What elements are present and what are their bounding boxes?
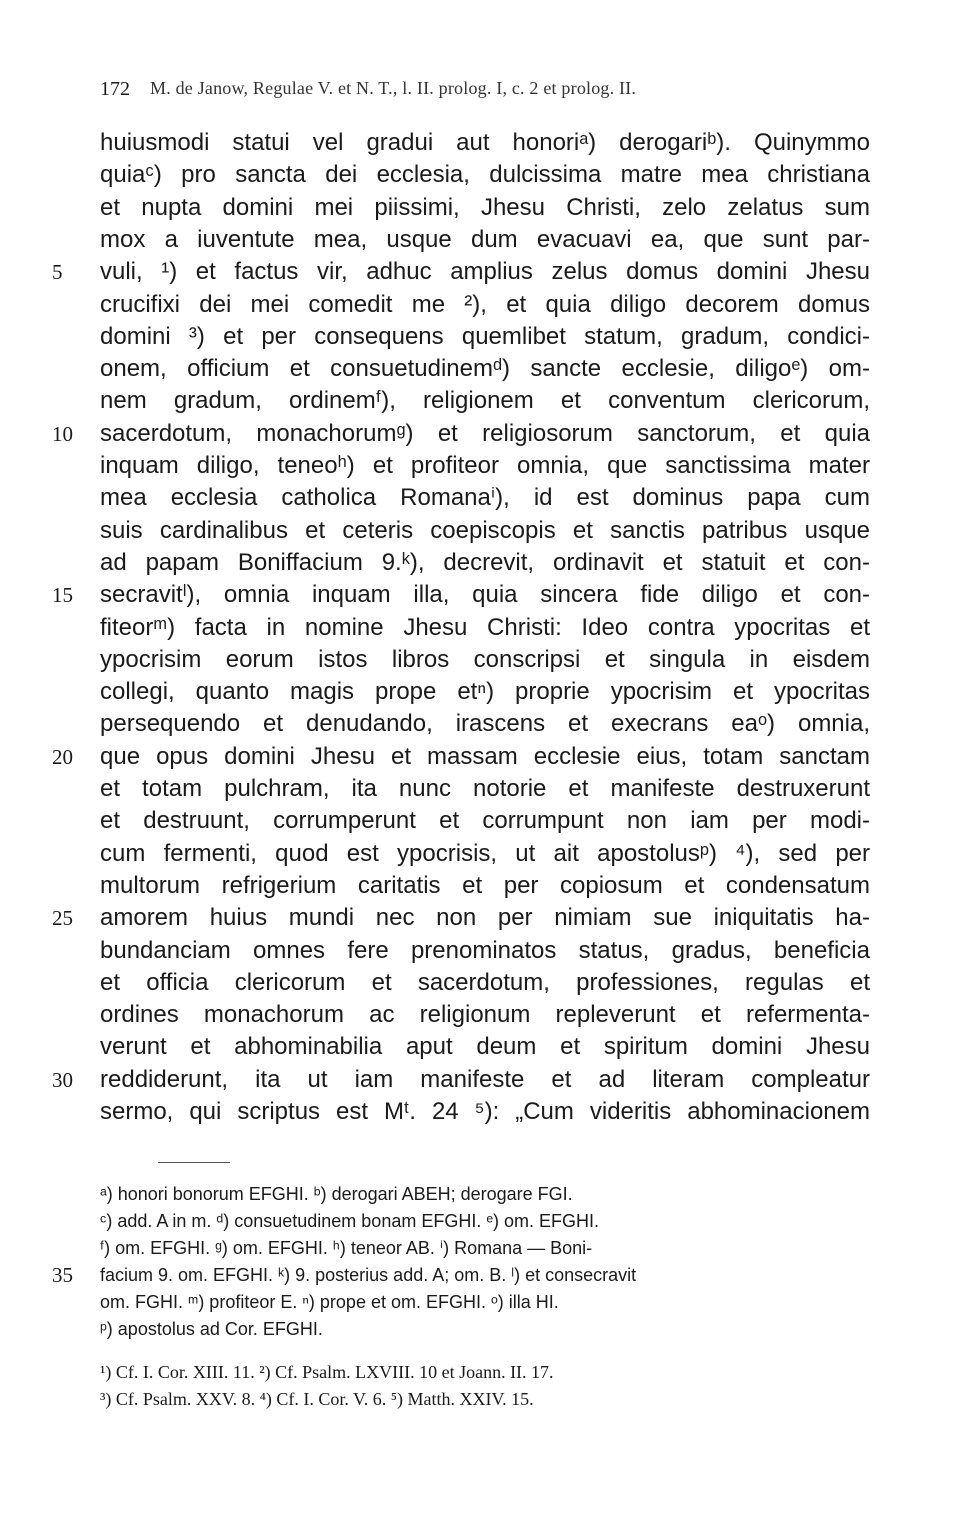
text-line: que opus domini Jhesu et massam ecclesie eius, totam sanctam — [100, 742, 870, 770]
text-line: et nupta domini mei piissimi, Jhesu Christi, zelo zelatus sum — [100, 193, 870, 221]
line-number: 10 — [52, 421, 73, 446]
text-line: sermo, qui scriptus est Mᵗ. 24 ⁵): „Cum videritis abhominacionem — [100, 1098, 870, 1125]
text-line: et totam pulchram, ita nunc notorie et manifeste destruxerunt — [100, 775, 870, 802]
page-number: 172 — [100, 78, 130, 100]
footnote-rule — [158, 1162, 230, 1163]
text-line: ordines monachorum ac religionum repleverunt et refermenta- — [100, 1001, 870, 1029]
source-note-line: ³) Cf. Psalm. XXV. 8. ⁴) Cf. I. Cor. V. 6. ⁵) Matth. XXIV. 15. — [100, 1389, 534, 1409]
line-number: 20 — [52, 744, 73, 769]
line-number: 5 — [52, 260, 63, 285]
text-line: huiusmodi statui vel gradui aut honoriᵃ) derogariᵇ). Quinymmo — [100, 129, 870, 156]
text-line: multorum refrigerium caritatis et per copiosum et condensatum — [100, 871, 870, 899]
text-line: et destruunt, corrumperunt et corrumpunt non iam per modi- — [100, 807, 870, 835]
text-line: cum fermenti, quod est ypocrisis, ut ait apostolusᵖ) ⁴), sed per — [100, 839, 870, 867]
text-line: nem gradum, ordinemᶠ), religionem et conventum clericorum, — [100, 387, 870, 415]
apparatus-line: ᵃ) honori bonorum EFGHI. ᵇ) derogari ABEH; derogare FGI. — [100, 1184, 573, 1204]
running-title: M. de Janow, Regulae V. et N. T., l. II. prolog. I, c. 2 et prolog. II. — [150, 78, 637, 98]
text-line: persequendo et denudando, irascens et execrans eaᵒ) omnia, — [100, 710, 870, 738]
text-line: inquam diligo, teneoʰ) et profiteor omnia, que sanctissima mater — [100, 452, 870, 479]
apparatus-line: om. FGHI. ᵐ) profiteor E. ⁿ) prope et om. EFGHI. ᵒ) illa HI. — [100, 1292, 559, 1312]
apparatus-line: facium 9. om. EFGHI. ᵏ) 9. posterius add. A; om. B. ˡ) et consecravit — [100, 1265, 637, 1285]
text-line: ad papam Boniffacium 9.ᵏ), decrevit, ordinavit et statuit et con- — [100, 548, 870, 576]
text-line: amorem huius mundi nec non per nimiam sue iniquitatis ha- — [100, 904, 870, 932]
text-line: secravitˡ), omnia inquam illa, quia sincera fide diligo et con- — [100, 581, 870, 609]
text-line: bundanciam omnes fere prenominatos status, gradus, beneficia — [100, 936, 870, 964]
apparatus-line: ᵖ) apostolus ad Cor. EFGHI. — [100, 1319, 323, 1339]
text-line: suis cardinalibus et ceteris coepiscopis et sanctis patribus usque — [100, 516, 870, 544]
source-note-line: ¹) Cf. I. Cor. XIII. 11. ²) Cf. Psalm. LXVIII. 10 et Joann. II. 17. — [100, 1362, 554, 1382]
apparatus-line: ᶠ) om. EFGHI. ᵍ) om. EFGHI. ʰ) teneor AB. ⁱ) Romana — Boni- — [100, 1238, 593, 1258]
text-line: sacerdotum, monachorumᵍ) et religiosorum sanctorum, et quia — [100, 419, 870, 447]
line-number: 15 — [52, 583, 73, 608]
text-line: vuli, ¹) et factus vir, adhuc amplius zelus domus domini Jhesu — [100, 258, 870, 286]
text-line: domini ³) et per consequens quemlibet statum, gradum, condici- — [100, 322, 870, 350]
text-line: verunt et abhominabilia aput deum et spiritum domini Jhesu — [100, 1033, 870, 1061]
text-line: collegi, quanto magis prope etⁿ) proprie ypocrisim et ypocritas — [100, 678, 870, 706]
text-line: et officia clericorum et sacerdotum, professiones, regulas et — [100, 968, 870, 996]
text-line: ypocrisim eorum istos libros conscripsi et singula in eisdem — [100, 645, 870, 673]
text-line: fiteorᵐ) facta in nomine Jhesu Christi: Ideo contra ypocritas et — [100, 613, 870, 641]
text-line: reddiderunt, ita ut iam manifeste et ad literam compleatur — [100, 1065, 870, 1093]
apparatus-line: ᶜ) add. A in m. ᵈ) consuetudinem bonam EFGHI. ᵉ) om. EFGHI. — [100, 1211, 600, 1231]
text-line: onem, officium et consuetudinemᵈ) sancte ecclesie, diligoᵉ) om- — [100, 355, 870, 383]
text-line: crucifixi dei mei comedit me ²), et quia diligo decorem domus — [100, 290, 870, 318]
text-line: quiaᶜ) pro sancta dei ecclesia, dulcissima matre mea christiana — [100, 161, 870, 189]
text-line: mox a iuventute mea, usque dum evacuavi ea, que sunt par- — [100, 225, 870, 253]
line-number: 35 — [52, 1263, 73, 1287]
text-line: mea ecclesia catholica Romanaⁱ), id est dominus papa cum — [100, 484, 870, 512]
line-number: 30 — [52, 1067, 73, 1092]
line-number: 25 — [52, 906, 73, 931]
